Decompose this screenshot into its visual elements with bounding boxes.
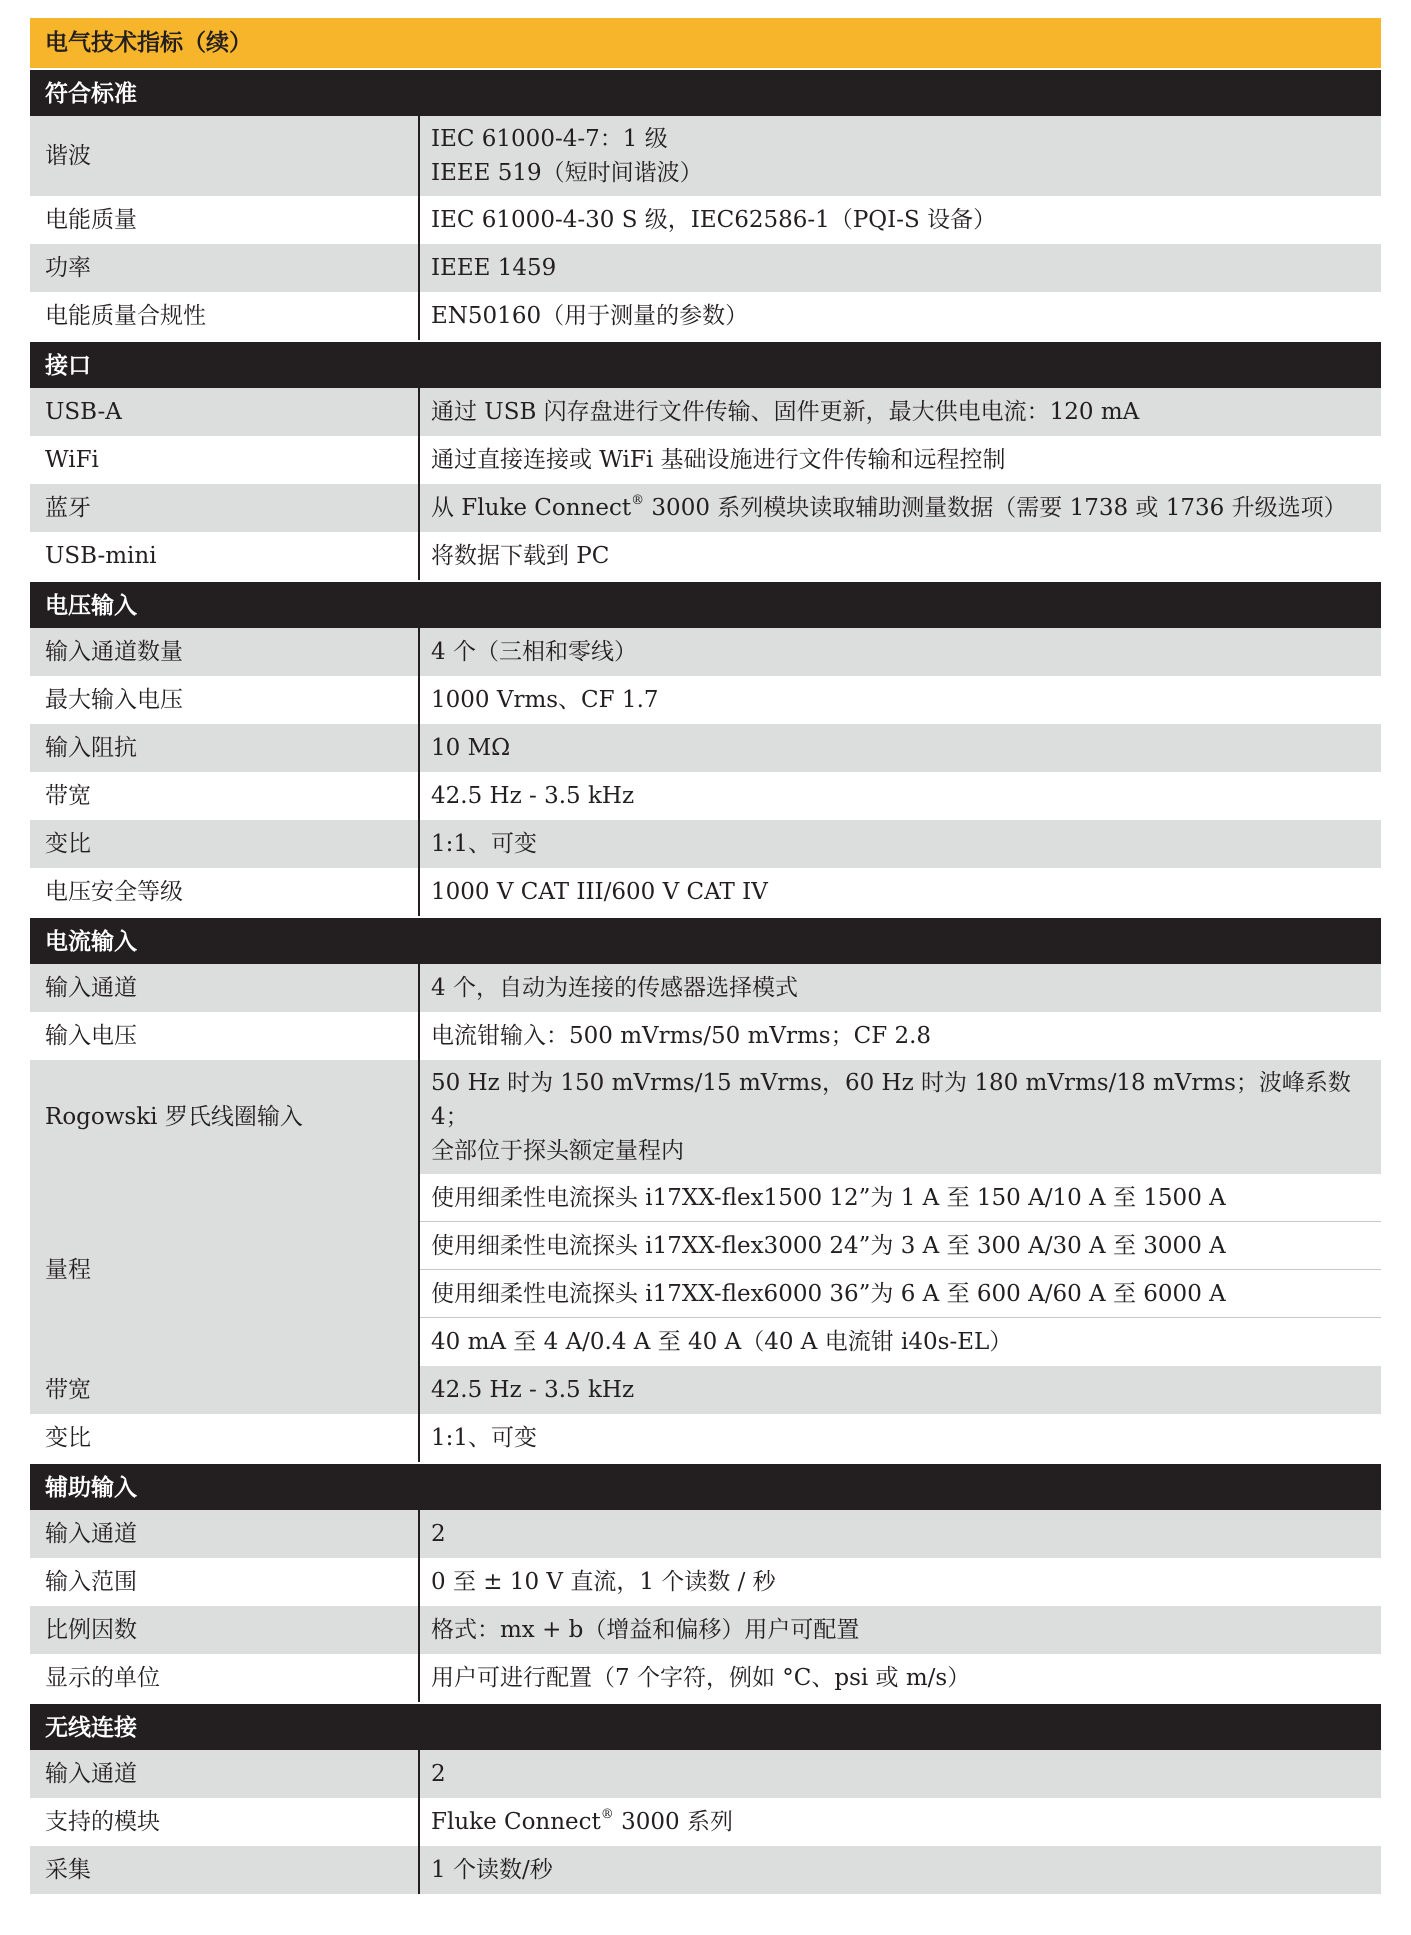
row-label: WiFi [45,447,99,473]
value-line: 1 个读数/秒 [431,1857,553,1883]
value-line: 42.5 Hz - 3.5 kHz [431,1377,635,1403]
table-row [30,1012,1381,1060]
row-value [418,676,1381,724]
row-value [418,116,1381,196]
row-label: 输入阻抗 [45,735,137,761]
row-value [418,628,1381,676]
row-value [418,1510,1381,1558]
value-line: 电流钳输入：500 mVrms/50 mVrms；CF 2.8 [431,1023,932,1049]
table-row [30,1414,1381,1462]
section-heading: 辅助输入 [30,1462,1381,1510]
sections [30,68,1381,1894]
row-label: 输入范围 [45,1569,137,1595]
table-row [30,1510,1381,1558]
row-value [418,292,1381,340]
row-value [418,724,1381,772]
row-value [418,1366,1381,1414]
table-row [30,868,1381,916]
row-label: 支持的模块 [45,1809,160,1835]
table-row [30,1606,1381,1654]
row-value [418,196,1381,244]
table-row [30,1846,1381,1894]
range-line: 使用细柔性电流探头 i17XX-flex6000 36”为 6 A 至 600 A/60 A 至 6000 A [420,1270,1381,1318]
value-line [431,1805,1371,1839]
value-line: 42.5 Hz - 3.5 kHz [431,783,635,809]
row-label: 变比 [45,1425,91,1451]
value-line: 0 至 ± 10 V 直流，1 个读数 / 秒 [431,1569,776,1595]
value-line: 1:1、可变 [431,831,538,857]
row-value [418,1798,1381,1846]
value-line: 1000 V CAT III/600 V CAT IV [431,879,768,905]
value-line: 2 [431,1521,446,1547]
row-label: 输入通道 [45,1521,137,1547]
table-row [30,388,1381,436]
table-row [30,724,1381,772]
row-label: 谐波 [45,143,91,169]
value-line: EN50160（用于测量的参数） [431,303,749,329]
spec-table [30,18,1381,1894]
value-line: 全部位于探头额定量程内 [431,1138,684,1164]
row-value [418,388,1381,436]
table-row [30,1750,1381,1798]
row-value [418,964,1381,1012]
table-row [30,964,1381,1012]
value-text: 3000 系列 [621,1809,733,1835]
value-line: 2 [431,1761,446,1787]
row-value [418,532,1381,580]
range-line: 40 mA 至 4 A/0.4 A 至 40 A（40 A 电流钳 i40s-EL） [420,1318,1381,1366]
row-label: 电压安全等级 [45,879,183,905]
row-value [418,868,1381,916]
row-label: 功率 [45,255,91,281]
value-line: 4 个，自动为连接的传感器选择模式 [431,975,798,1001]
row-label: 电能质量合规性 [45,303,206,329]
row-label: 显示的单位 [45,1665,160,1691]
row-label: 带宽 [45,1377,91,1403]
row-value [418,772,1381,820]
value-line: IEEE 1459 [431,255,557,281]
table-row [30,196,1381,244]
row-label: 变比 [45,831,91,857]
value-text: 从 Fluke Connect [431,495,632,521]
row-label: Rogowski 罗氏线圈输入 [45,1104,303,1130]
table-row [30,1798,1381,1846]
section-heading: 无线连接 [30,1702,1381,1750]
row-label: 采集 [45,1857,91,1883]
table-row [30,436,1381,484]
table-row [30,772,1381,820]
range-line: 使用细柔性电流探头 i17XX-flex1500 12”为 1 A 至 150 A/10 A 至 1500 A [420,1174,1381,1222]
section-heading: 符合标准 [30,68,1381,116]
row-label: 输入电压 [45,1023,137,1049]
row-label: 蓝牙 [45,495,91,521]
table-row [30,1558,1381,1606]
row-label: 电能质量 [45,207,137,233]
value-line: 1:1、可变 [431,1425,538,1451]
registered-mark: ® [631,493,645,508]
table-title: 电气技术指标（续） [30,18,1381,68]
value-text: Fluke Connect [431,1809,601,1835]
table-row [30,532,1381,580]
row-value [418,1060,1381,1174]
row-value [418,820,1381,868]
table-row [30,244,1381,292]
section-heading: 接口 [30,340,1381,388]
value-line: 10 MΩ [431,735,511,761]
row-value [418,1606,1381,1654]
table-row [30,1060,1381,1174]
row-value [418,1174,1381,1366]
value-line: 通过直接连接或 WiFi 基础设施进行文件传输和远程控制 [431,447,1006,473]
value-line: 4 个（三相和零线） [431,639,637,665]
value-line: 1000 Vrms、CF 1.7 [431,687,659,713]
row-value [418,1558,1381,1606]
table-row [30,1174,1381,1366]
row-value [418,1654,1381,1702]
value-line: IEC 61000-4-30 S 级，IEC62586-1（PQI-S 设备） [431,207,997,233]
row-label: 最大输入电压 [45,687,183,713]
row-label: 输入通道数量 [45,639,183,665]
row-label: 量程 [45,1257,91,1283]
row-label: 输入通道 [45,1761,137,1787]
table-row [30,1654,1381,1702]
row-value [418,1750,1381,1798]
row-label: 带宽 [45,783,91,809]
value-line: IEC 61000-4-7：1 级 [431,126,668,152]
row-label: 输入通道 [45,975,137,1001]
value-text: 3000 系列模块读取辅助测量数据（需要 1738 或 1736 升级选项） [651,495,1347,521]
value-line: 用户可进行配置（7 个字符，例如 °C、psi 或 m/s） [431,1665,971,1691]
section-heading: 电流输入 [30,916,1381,964]
section-heading: 电压输入 [30,580,1381,628]
row-label: USB-mini [45,543,157,569]
row-label: 比例因数 [45,1617,137,1643]
value-line: 通过 USB 闪存盘进行文件传输、固件更新，最大供电电流：120 mA [431,399,1140,425]
row-value [418,1846,1381,1894]
registered-mark: ® [600,1807,614,1822]
range-line: 使用细柔性电流探头 i17XX-flex3000 24”为 3 A 至 300 A/30 A 至 3000 A [420,1222,1381,1270]
value-line: 将数据下载到 PC [431,543,610,569]
value-line [431,491,1371,525]
value-line: 50 Hz 时为 150 mVrms/15 mVrms，60 Hz 时为 180 mVrms/18 mVrms；波峰系数 4； [431,1070,1351,1130]
table-row [30,676,1381,724]
row-label: USB-A [45,399,122,425]
value-line: IEEE 519（短时间谐波） [431,160,703,186]
row-value [418,484,1381,532]
table-row [30,1366,1381,1414]
row-value [418,1414,1381,1462]
row-value [418,1012,1381,1060]
table-row [30,628,1381,676]
table-row [30,820,1381,868]
row-value [418,436,1381,484]
value-line: 格式：mx + b（增益和偏移）用户可配置 [431,1617,860,1643]
row-value [418,244,1381,292]
table-row [30,292,1381,340]
table-row [30,484,1381,532]
table-row [30,116,1381,196]
